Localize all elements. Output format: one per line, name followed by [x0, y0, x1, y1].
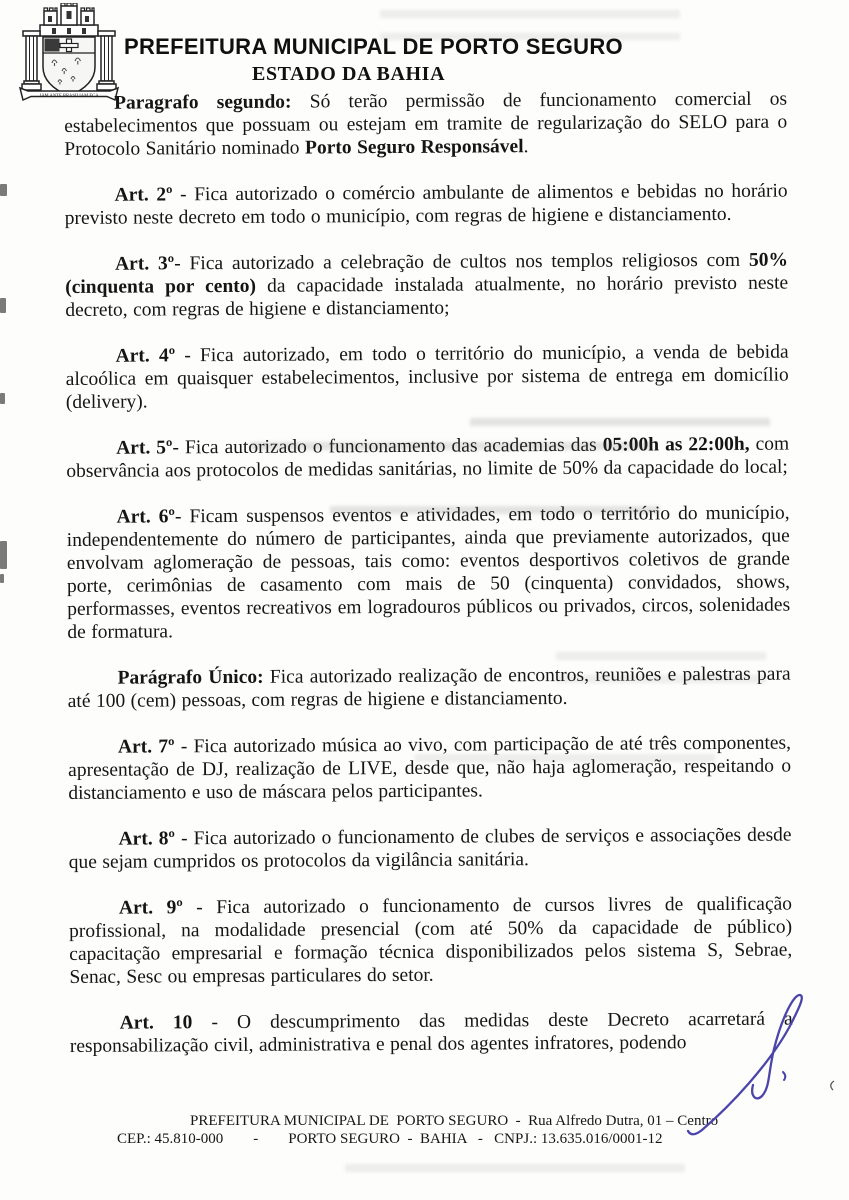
footer-line-1: PREFEITURA MUNICIPAL DE PORTO SEGURO - Rua Alfredo Dutra, 01 – Centro: [190, 1113, 719, 1129]
paragraph-segundo: Paragrafo segundo: Só terão permissão de funcionamento comercial os estabelecimentos que possuam ou estejam em tramite de regularização do SELO para o Protocolo Sanitário nominado Porto Seguro Responsável.: [64, 88, 788, 160]
paragraph-art-3: Art. 3º- Fica autorizado a celebração de cultos nos templos religiosos com 50% (cinquenta por cento) da capacidade instalada atualmente, no horário previsto neste decreto, com regras de higiene e distanciamento;: [65, 249, 789, 321]
scan-speck: [0, 184, 7, 196]
decree-body: [64, 88, 793, 1081]
state-title: ESTADO DA BAHIA: [252, 63, 446, 85]
signature-stroke: [688, 995, 802, 1134]
crest-motto: JAM ANTE BRASILIAM ECA: [39, 92, 99, 98]
paragraph-art-6: Art. 6º- Ficam suspensos eventos e atividades, em todo o território do município, independentemente do número de participantes, ainda que previamente autorizados, que envolvam aglomeração de pessoas, tais como: eventos desportivos coletivos de grande porte, cerimônias de casamento com mais de 50 (cinquenta) convidados, shows, performasses, eventos recreativos em logradouros públicos ou privados, circos, solenidades de formatura.: [66, 502, 791, 643]
scan-speck: [0, 298, 6, 313]
scan-artifact: [345, 1164, 685, 1182]
paragraph-unico: Parágrafo Único: Fica autorizado realização de encontros, reuniões e palestras para até 100 (cem) pessoas, com regras de higiene e distanciamento.: [67, 663, 791, 712]
paragraph-art-8: Art. 8º - Fica autorizado o funcionamento de clubes de serviços e associações desde que sejam cumpridos os protocolos da vigilância sanitária.: [68, 824, 792, 873]
ink-speck: [831, 1081, 834, 1090]
scan-speck: [0, 541, 7, 569]
paragraph-art-9: Art. 9º - Fica autorizado o funcionamento de cursos livres de qualificação profissional, na modalidade presencial (com até 50% da capacidade de público) capacitação empresarial e formação técnica disponibilizados pelos sistema S, Sebrae, Senac, Sesc ou empresas particulares do setor.: [69, 893, 793, 988]
signature-dot: [783, 1072, 785, 1080]
paragraph-art-5: Art. 5º- Fica autorizado o funcionamento das academias das 05:00h as 22:00h, com observância aos protocolos de medidas sanitárias, no limite de 50% da capacidade do local;: [66, 433, 790, 482]
paragraph-art-4: Art. 4º - Fica autorizado, em todo o território do município, a venda de bebida alcoólica em quaisquer estabelecimentos, inclusive por sistema de entrega em domicílio (delivery).: [65, 341, 789, 413]
footer-line-2: CEP.: 45.810-000 - PORTO SEGURO - BAHIA - CNPJ.: 13.635.016/0001-12: [117, 1131, 663, 1147]
signature-icon: [650, 980, 849, 1152]
paragraph-art-7: Art. 7º - Fica autorizado música ao vivo, com participação de até três componentes, apresentação de DJ, realização de LIVE, desde que, não haja aglomeração, respeitando o distanciamento e uso de máscara pelos participantes.: [68, 732, 792, 804]
scan-speck: [0, 574, 4, 583]
scan-speck: [0, 393, 5, 404]
paragraph-art-10: Art. 10 - O descumprimento das medidas deste Decreto acarretará a responsabilização civil, administrativa e penal dos agentes infratores, podendo: [69, 1008, 793, 1057]
org-title: PREFEITURA MUNICIPAL DE PORTO SEGURO: [124, 34, 623, 59]
paragraph-art-2: Art. 2º - Fica autorizado o comércio ambulante de alimentos e bebidas no horário previsto neste decreto em todo o município, com regras de higiene e distanciamento.: [64, 180, 788, 229]
